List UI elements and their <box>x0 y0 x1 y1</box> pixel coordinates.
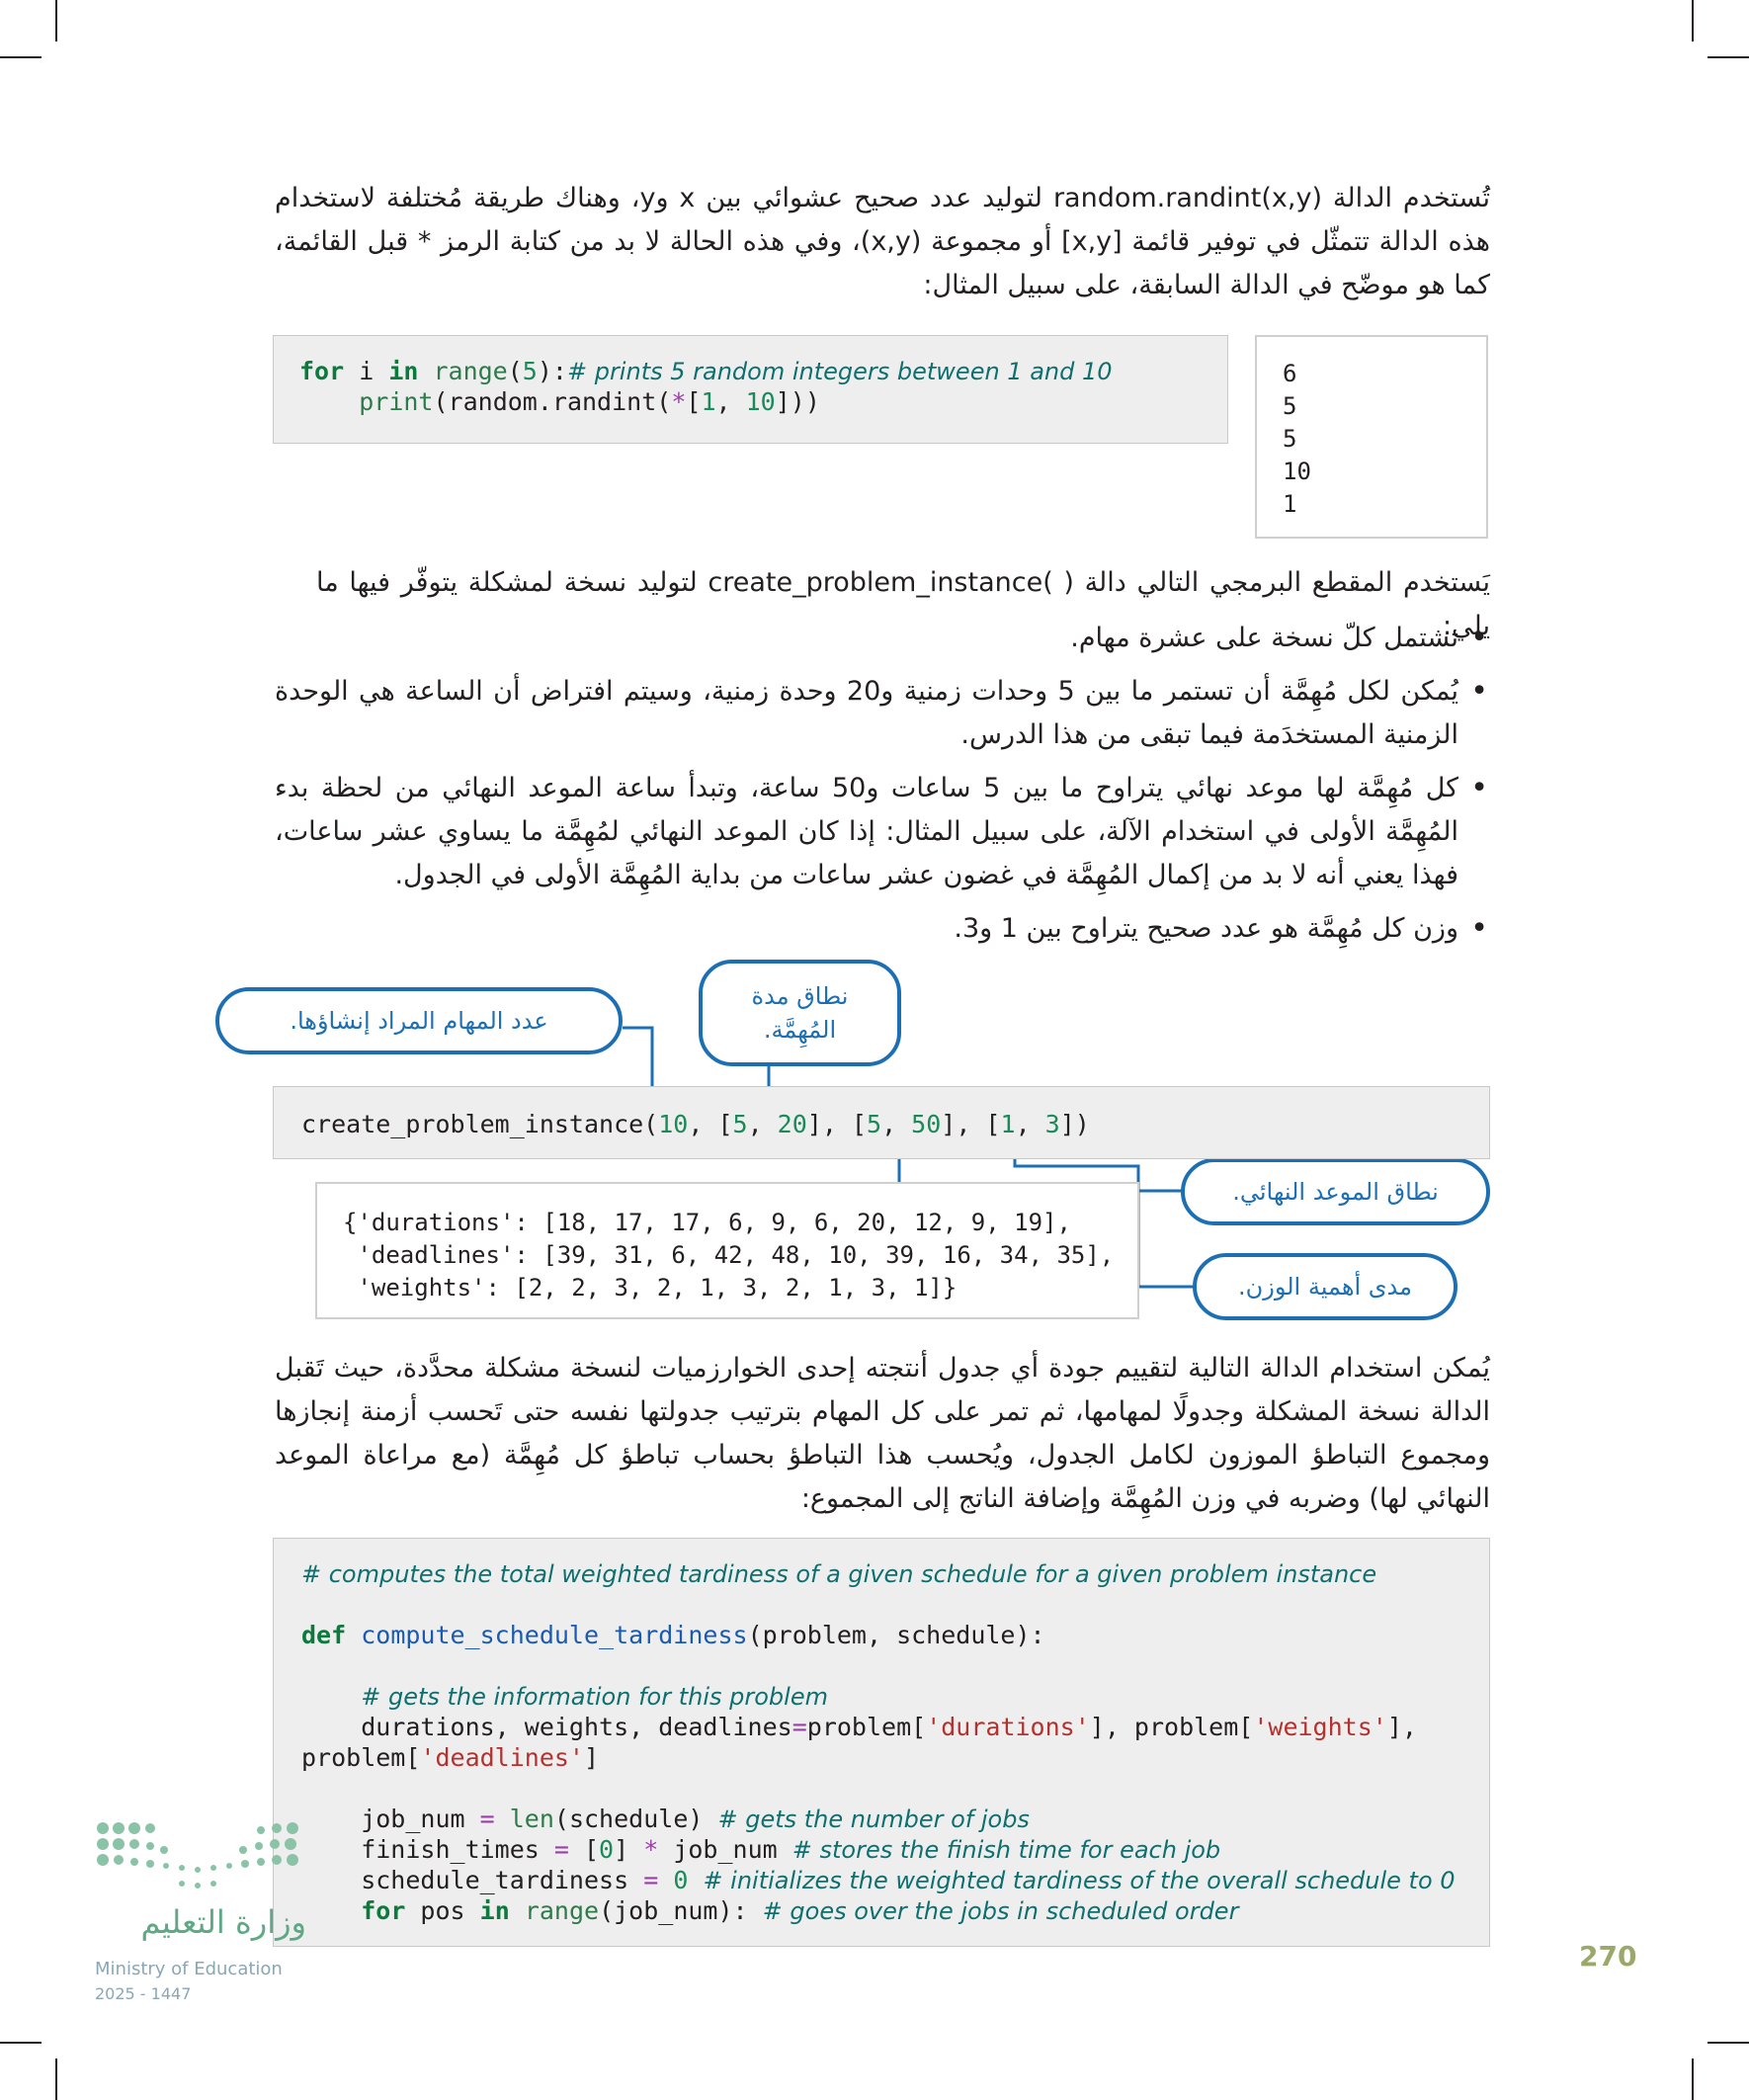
output-line: {'durations': [18, 17, 17, 6, 9, 6, 20, 12, 9, 19], <box>343 1209 1071 1236</box>
logo-year: 2025 - 1447 <box>95 1984 192 2003</box>
intro-text: تُستخدم الدالة (random.randint(x,y لتوليد عدد صحيح عشوائي بين x وy، وهناك طريقة مُختلفة لاستخدام هذه الدالة تتمثّل في توفير قائمة [x,y] أو مجموعة (x,y)، وفي هذه الحالة لا بد من كتابة الرمز * قبل القائمة، كما هو موضّح في الدالة السابقة، على سبيل المثال: <box>275 183 1491 300</box>
code-comment: # gets the information for this problem <box>361 1683 828 1711</box>
list-item: • يُمكن لكل مُهِمَّة أن تستمر ما بين 5 وحدات زمنية و20 وحدة زمنية، وسيتم افتراض أن الساعة هي الوحدة الزمنية المستخدَمة فيما تبقى من هذا الدرس. <box>275 670 1458 757</box>
code-line: finish_times = [0] * job_num # stores the finish time for each job <box>301 1835 1221 1864</box>
output-line: 'deadlines': [39, 31, 6, 42, 48, 10, 39, 16, 34, 35], <box>343 1241 1115 1269</box>
page-number: 270 <box>1579 1940 1637 1973</box>
logo-english: Ministry of Education <box>95 1959 283 1979</box>
callout-num-tasks <box>215 987 623 1054</box>
code-line: for i in range(5):# prints 5 random integers between 1 and 10 <box>299 357 1113 385</box>
callout-duration-range <box>699 960 901 1066</box>
callout-text: عدد المهام المراد إنشاؤها. <box>290 1007 548 1035</box>
code-comment: # stores the finish time for each job <box>791 1836 1221 1864</box>
code-comment: # prints 5 random integers between 1 and 10 <box>566 358 1113 385</box>
output-line: 5 <box>1283 392 1297 420</box>
code-line: print(random.randint(*[1, 10])) <box>359 387 820 416</box>
output-line: 6 <box>1283 360 1297 387</box>
code-comment: # gets the number of jobs <box>717 1806 1030 1833</box>
code-line <box>301 1589 1489 1620</box>
callout-deadline-range <box>1181 1158 1490 1225</box>
code-line <box>301 1558 1489 1589</box>
code-block-create-instance <box>273 1086 1490 1159</box>
code-line: def compute_schedule_tardiness(problem, schedule): <box>301 1621 1045 1649</box>
code-line <box>301 1650 1489 1681</box>
list-item: • تشتمل كلّ نسخة على عشرة مهام. <box>275 617 1458 660</box>
callout-text: نطاق الموعد النهائي. <box>1232 1178 1439 1206</box>
output-block-instance <box>315 1182 1139 1319</box>
code-block-tardiness <box>273 1538 1490 1947</box>
code-line: durations, weights, deadlines=problem['durations'], problem['weights'], <box>301 1713 1417 1741</box>
callout-weight-range <box>1193 1253 1458 1320</box>
code-line: for pos in range(job_num): # goes over the jobs in scheduled order <box>361 1896 1239 1925</box>
code-line: schedule_tardiness = 0 # initializes the weighted tardiness of the overall schedule to 0 <box>301 1866 1456 1894</box>
code-comment: # computes the total weighted tardiness of a given schedule for a given problem instance <box>301 1560 1377 1588</box>
code-line <box>301 1681 1489 1712</box>
paragraph-text: يُمكن استخدام الدالة التالية لتقييم جودة أي جدول أنتجته إحدى الخوارزميات لنسخة مشكلة محدَّدة، حيث تَقبل الدالة نسخة المشكلة وجدولًا لمهامها، ثم تمر على كل المهام بترتيب جدولتها نفسه حتى تَحسب أزمنة إنجازها ومجموع التباطؤ الموزون لكامل الجدول، ويُحسب هذا التباطؤ بحساب تباطؤ كل مُهِمَّة (مع مراعاة الموعد النهائي لها) وضربه في وزن المُهِمَّة وإضافة الناتج إلى المجموع: <box>275 1353 1490 1514</box>
logo-dots-icon <box>95 1818 312 1897</box>
output-line: 1 <box>1283 490 1297 518</box>
paragraph-text: يَستخدم المقطع البرمجي التالي دالة ( )create_problem_instance لتوليد نسخة لمشكلة يتوفّر فيها ما يلي: <box>316 567 1491 641</box>
ministry-logo <box>95 1818 322 2016</box>
code-line: job_num = len(schedule) # gets the number of jobs <box>301 1805 1030 1833</box>
code-line: create_problem_instance(10, [5, 20], [5, 50], [1, 3]) <box>301 1110 1090 1138</box>
code-comment: # initializes the weighted tardiness of the overall schedule to 0 <box>703 1867 1456 1894</box>
code-line <box>301 1773 1489 1804</box>
logo-arabic: وزارة التعليم <box>140 1903 306 1941</box>
list-item: • كل مُهِمَّة لها موعد نهائي يتراوح ما بين 5 ساعات و50 ساعة، وتبدأ ساعة الموعد النهائي من لحظة بدء المُهِمَّة الأولى في استخدام الآلة، على سبيل المثال: إذا كان الموعد النهائي لمُهِمَّة ما يساوي عشر ساعات، فهذا يعني أنه لا بد من إكمال المُهِمَّة في غضون عشر ساعات من بداية المُهِمَّة الأولى في الجدول. <box>275 767 1458 897</box>
output-line: 10 <box>1283 458 1311 485</box>
callout-text: مدى أهمية الوزن. <box>1237 1273 1413 1301</box>
callout-text: نطاق مدة <box>751 982 849 1010</box>
output-line: 5 <box>1283 425 1297 453</box>
list-item: • وزن كل مُهِمَّة هو عدد صحيح يتراوح بين 1 و3. <box>275 907 1458 951</box>
paragraph-tardiness <box>275 1347 1490 1521</box>
code-comment: # goes over the jobs in scheduled order <box>762 1897 1239 1925</box>
output-line: 'weights': [2, 2, 3, 2, 1, 3, 2, 1, 3, 1]} <box>343 1274 958 1302</box>
code-line: problem['deadlines'] <box>301 1743 600 1772</box>
callout-text: المُهِمَّة. <box>763 1016 837 1044</box>
